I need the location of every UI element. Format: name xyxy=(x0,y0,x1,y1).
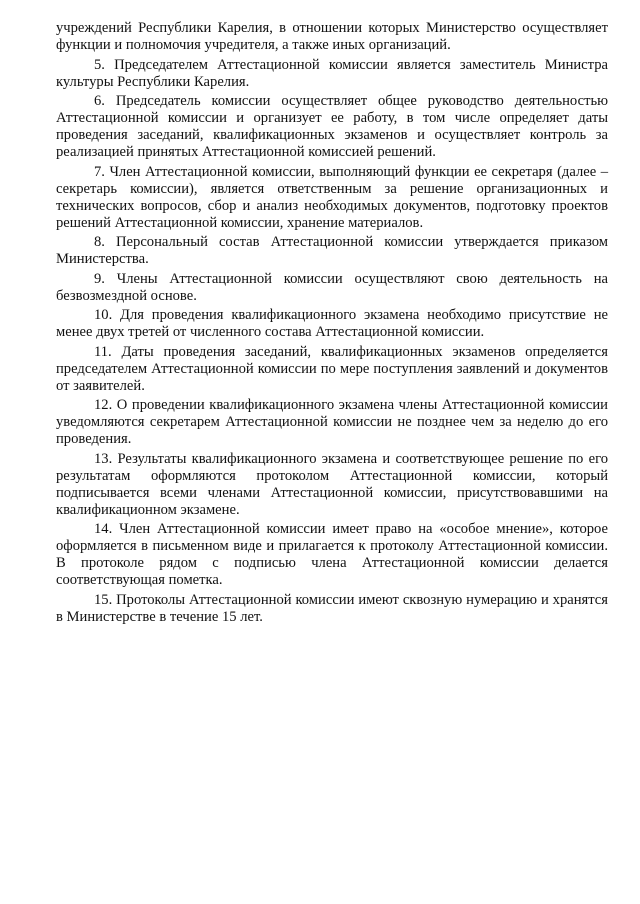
paragraph-14: 14. Член Аттестационной комиссии имеет право на «особое мнение», которое оформляется в письменном виде и прилагается к протоколу Аттестационной комиссии. В протоколе рядом с подписью члена Аттестационной комиссии делается соответствующая пометка. xyxy=(56,521,608,588)
paragraph-5: 5. Председателем Аттестационной комиссии является заместитель Министра культуры Республики Карелия. xyxy=(56,56,608,90)
paragraph-12: 12. О проведении квалификационного экзамена члены Аттестационной комиссии уведомляются секретарем Аттестационной комиссии не позднее чем за неделю до его проведения. xyxy=(56,397,608,447)
paragraph-9: 9. Члены Аттестационной комиссии осуществляют свою деятельность на безвозмездной основе. xyxy=(56,270,608,304)
paragraph-6: 6. Председатель комиссии осуществляет общее руководство деятельностью Аттестационной комиссии и организует ее работу, в том числе определяет даты проведения заседаний, квалификационных экзаменов и осуществляет контроль за реализацией принятых Аттестационной комиссией решений. xyxy=(56,93,608,160)
paragraph-8: 8. Персональный состав Аттестационной комиссии утверждается приказом Министерства. xyxy=(56,234,608,267)
document-page xyxy=(56,20,608,626)
paragraph-11: 11. Даты проведения заседаний, квалификационных экзаменов определяется председателем Аттестационной комиссии по мере поступления заявлений и документов от заявителей. xyxy=(56,343,608,394)
paragraph-15: 15. Протоколы Аттестационной комиссии имеют сквозную нумерацию и хранятся в Министерстве в течение 15 лет. xyxy=(56,591,608,625)
paragraph-13: 13. Результаты квалификационного экзамена и соответствующее решение по его результатам оформляются протоколом Аттестационной комиссии, который подписывается всеми членами Аттестационной комиссии, присутствовавшими на квалификационном экзамене. xyxy=(56,450,608,518)
paragraph-continuation: учреждений Республики Карелия, в отношении которых Министерство осуществляет функции и полномочия учредителя, а также иных организаций. xyxy=(56,20,608,53)
paragraph-7: 7. Член Аттестационной комиссии, выполняющий функции ее секретаря (далее – секретарь комиссии), является ответственным за решение организационных и технических вопросов, сбор и анализ необходимых документов, подготовку проектов решений Аттестационной комиссии, хранение материалов. xyxy=(56,163,608,231)
paragraph-10: 10. Для проведения квалификационного экзамена необходимо присутствие не менее двух третей от численного состава Аттестационной комиссии. xyxy=(56,307,608,340)
